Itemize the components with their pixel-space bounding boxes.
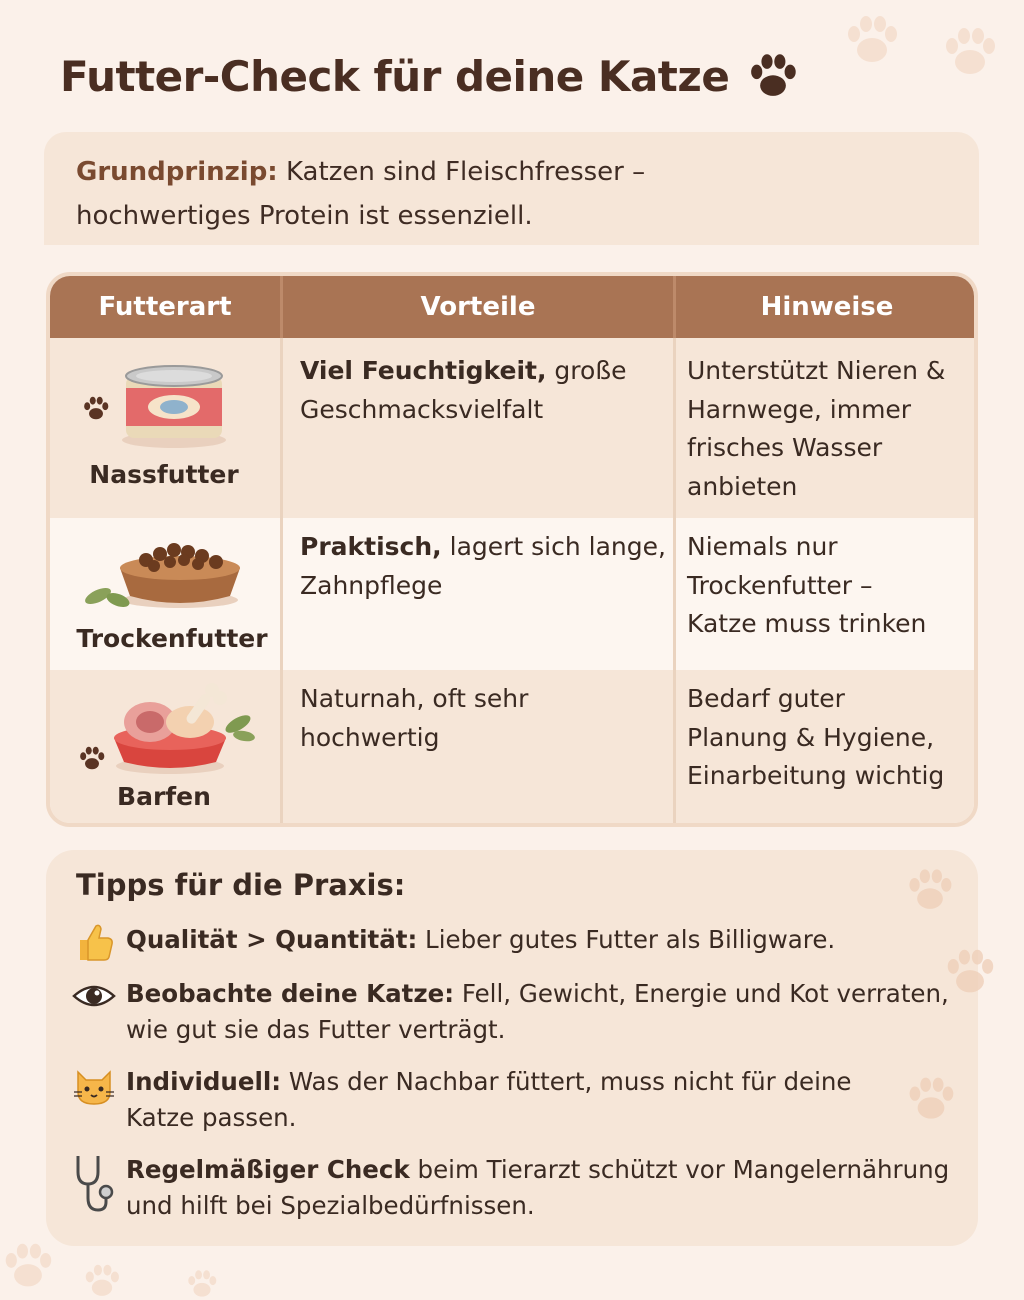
tip-item [126,922,956,958]
tip-bold: Beobachte deine Katze: [126,979,455,1008]
paw-decoration-icon [842,12,902,68]
paw-icon [747,53,799,101]
advantage-text: Naturnah, oft sehr [300,684,529,713]
note-line: anbieten [687,471,798,501]
principle-label: Grundprinzip: [76,157,278,187]
note-line: Bedarf guter [687,684,845,713]
note-line: Harnwege, immer [687,394,912,424]
food-type-label: Trockenfutter [76,624,268,653]
notes-cell [687,352,945,506]
paw-small-icon [78,746,106,772]
tip-item [126,1064,956,1136]
paw-small-icon [82,396,110,422]
dry-food-bowl-icon [80,530,240,610]
note-line: Trockenfutter – [687,570,873,600]
paw-decoration-icon [178,1268,226,1300]
food-type-label: Barfen [117,782,211,811]
header-futterart: Futterart [98,292,232,322]
tip-text: Was der Nachbar füttert, muss nicht für deine [281,1067,852,1096]
advantage-text: große [546,356,627,385]
advantage-bold: Viel Feuchtigkeit, [300,356,547,385]
tips-title: Tipps für die Praxis: [76,868,406,902]
advantage-text: lagert sich lange, [441,532,666,561]
note-line: Planung & Hygiene, [687,722,935,752]
advantage-text: hochwertig [300,722,440,752]
advantage-bold: Praktisch, [300,532,442,561]
page-title-text: Futter-Check für deine Katze [60,52,730,101]
advantages-cell [300,680,528,757]
note-line: frisches Wasser [687,433,883,462]
header-vorteile: Vorteile [420,292,536,322]
paw-decoration-icon [940,24,1000,80]
notes-cell [687,680,944,796]
note-line: Unterstützt Nieren & [687,356,946,385]
tip-text: und hilft bei Spezialbedürfnissen. [126,1191,535,1220]
thumbs-up-icon [72,920,116,964]
paw-decoration-icon [904,866,956,914]
cat-face-icon [72,1062,116,1106]
tip-bold: Regelmäßiger Check [126,1155,410,1184]
page-title [60,52,799,101]
paw-decoration-icon [0,1240,56,1292]
food-table [46,272,978,827]
tip-item [126,1152,956,1224]
tip-text: beim Tierarzt schützt vor Mangelernährung [409,1155,950,1184]
advantage-text: Zahnpflege [300,570,443,600]
tip-bold: Individuell: [126,1067,282,1096]
raw-meat-bowl-icon [104,678,256,776]
principle-line-1 [76,150,947,194]
tip-text: Lieber gutes Futter als Billigware. [417,925,836,954]
tip-bold: Qualität > Quantität: [126,925,418,954]
wet-food-can-icon [118,358,238,450]
advantage-text: Geschmacksvielfalt [300,394,544,424]
tips-panel [46,850,978,1246]
tip-text: Fell, Gewicht, Energie und Kot verraten, [454,979,949,1008]
header-hinweise: Hinweise [760,292,894,322]
note-line: Katze muss trinken [687,609,927,638]
food-type-label: Nassfutter [89,460,239,489]
note-line: Niemals nur [687,532,838,561]
principle-text-1: Katzen sind Fleischfresser – [285,157,646,187]
table-header [50,276,974,338]
tip-text: Katze passen. [126,1103,297,1132]
principle-box [44,132,979,245]
advantages-cell [300,352,626,429]
notes-cell [687,528,926,644]
tip-item [126,976,956,1048]
eye-icon [72,974,116,1018]
advantages-cell [300,528,666,605]
principle-text-2: hochwertiges Protein ist essenziell. [76,201,533,231]
paw-decoration-icon [74,1262,130,1300]
note-line: Einarbeitung wichtig [687,761,945,790]
stethoscope-icon [72,1152,116,1216]
tip-text: wie gut sie das Futter verträgt. [126,1015,506,1044]
